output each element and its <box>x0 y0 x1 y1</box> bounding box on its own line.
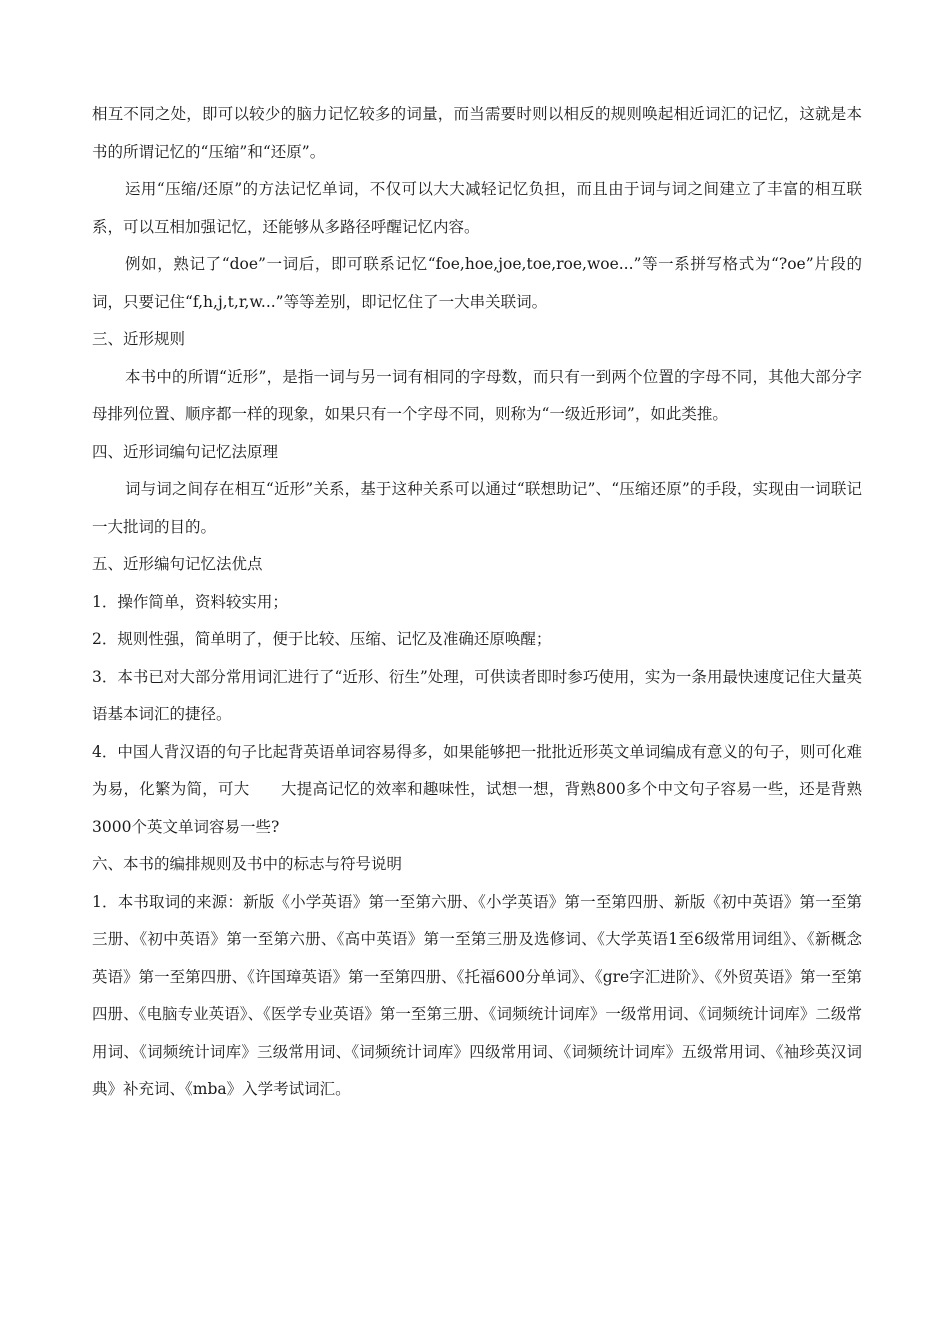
section-heading-6: 六、本书的编排规则及书中的标志与符号说明 <box>92 855 403 873</box>
list-item-sources: 1．本书取词的来源：新版《小学英语》第一至第六册、《小学英语》第一至第四册、新版《初中英语》第一至第三册、《初中英语》第一至第六册、《高中英语》第一至第三册及选修词、《大学英语1至6级常用词组》、《新概念英语》第一至第四册、《许国璋英语》第一至第四册、《托福600分单词》、《gre字汇进阶》、《外贸英语》第一至第四册、《电脑专业英语》、《医学专业英语》第一至第三册、《词频统计词库》一级常用词、《词频统计词库》二级常用词、《词频统计词库》三级常用词、《词频统计词库》四级常用词、《词频统计词库》五级常用词、《袖珍英汉词典》补充词、《mba》入学考试词汇。 <box>92 892 862 1098</box>
paragraph-example-doe: 例如，熟记了“doe”一词后，即可联系记忆“foe,hoe,joe,toe,roe,woe...”等一系拼写格式为“?oe”片段的词，只要记住“f,h,j,t,r,w...”等等差别，即记忆住了一大串关联词。 <box>92 255 862 311</box>
section-heading-4: 四、近形词编句记忆法原理 <box>92 442 279 461</box>
paragraph-near-form-definition: 本书中的所谓“近形”，是指一词与另一词有相同的字母数，而只有一到两个位置的字母不同，其他大部分字母排列位置、顺序都一样的现象，如果只有一个字母不同，则称为“一级近形词”，如此类推。 <box>92 367 862 423</box>
list-item-advantage-1: 1．操作简单，资料较实用； <box>92 592 288 611</box>
document-page <box>92 96 862 1109</box>
section-heading-3: 三、近形规则 <box>92 330 186 348</box>
paragraph-compression-method: 运用“压缩/还原”的方法记忆单词，不仅可以大大减轻记忆负担，而且由于词与词之间建立了丰富的相互联系，可以互相加强记忆，还能够从多路径呼醒记忆内容。 <box>92 180 862 236</box>
paragraph-compression-intro: 相互不同之处，即可以较少的脑力记忆较多的词量，而当需要时则以相反的规则唤起相近词汇的记忆，这就是本书的所谓记忆的“压缩”和“还原”。 <box>92 105 862 161</box>
list-item-advantage-2: 2．规则性强，简单明了，便于比较、压缩、记忆及准确还原唤醒； <box>92 630 552 648</box>
list-item-advantage-3: 3．本书已对大部分常用词汇进行了“近形、衍生”处理，可供读者即时参巧使用，实为一条用最快速度记住大量英语基本词汇的捷径。 <box>92 667 862 723</box>
paragraph-principle: 词与词之间存在相互“近形”关系，基于这种关系可以通过“联想助记”、“压缩还原”的手段，实现由一词联记一大批词的目的。 <box>92 480 862 536</box>
section-heading-5: 五、近形编句记忆法优点 <box>92 555 263 573</box>
list-item-advantage-4: 4．中国人背汉语的句子比起背英语单词容易得多，如果能够把一批批近形英文单词编成有意义的句子，则可化难为易，化繁为简，可大 大提高记忆的效率和趣味性，试想一想，背熟800多个中文句子容易一些，还是背熟3000个英文单词容易一些? <box>92 742 862 836</box>
